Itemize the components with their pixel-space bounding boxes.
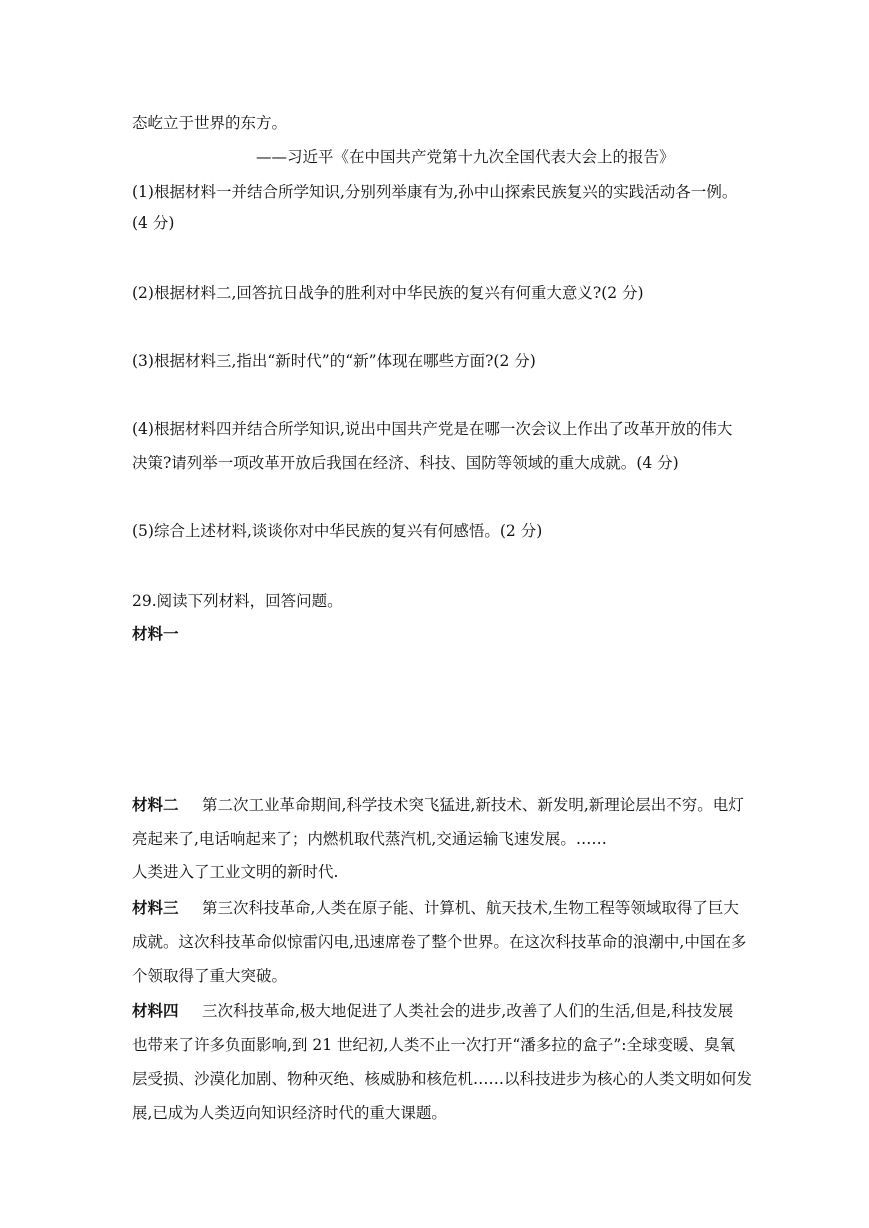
- material-4-line-4: 展,已成为人类迈向知识经济时代的重大课题。: [132, 1104, 447, 1122]
- material-2-line-1: [132, 795, 744, 815]
- question-1-line-2: (4 分): [132, 214, 175, 232]
- material-3-line-2: 成就。这次科技革命似惊雷闪电,迅速席卷了整个世界。在这次科技革命的浪潮中,中国在多: [132, 933, 747, 951]
- material-1-label: 材料一: [132, 624, 179, 643]
- question-29-title: 29.阅读下列材料，回答问题。: [132, 592, 343, 610]
- question-3: (3)根据材料三,指出“新时代”的“新”体现在哪些方面?(2 分): [132, 352, 536, 370]
- material-4-line-2: 也带来了许多负面影响,到 21 世纪初,人类不止一次打开“潘多拉的盒子”:全球变暖、臭氧: [132, 1036, 736, 1054]
- question-4-line-1: (4)根据材料四并结合所学知识,说出中国共产党是在哪一次会议上作出了改革开放的伟大: [132, 420, 733, 438]
- material-4-text: 三次科技革命,极大地促进了人类社会的进步,改善了人们的生活,但是,科技发展: [202, 1002, 734, 1020]
- material-2-label: 材料二: [132, 795, 179, 814]
- material-4-label: 材料四: [132, 1001, 179, 1020]
- material-3-line-3: 个领取得了重大突破。: [132, 967, 288, 985]
- material-2-line-2: 亮起来了,电话响起来了；内燃机取代蒸汽机,交通运输飞速发展。……: [132, 830, 607, 848]
- question-1-line-1: (1)根据材料一并结合所学知识,分别列举康有为,孙中山探索民族复兴的实践活动各一例。: [132, 183, 738, 201]
- material-2-text: 第二次工业革命期间,科学技术突飞猛进,新技术、新发明,新理论层出不穷。电灯: [202, 796, 744, 814]
- material-4-line-3: 层受损、沙漠化加剧、物种灭绝、核威胁和核危机……以科技进步为核心的人类文明如何发: [132, 1070, 753, 1088]
- citation: ——习近平《在中国共产党第十九次全国代表大会上的报告》: [256, 148, 675, 166]
- question-5: (5)综合上述材料,谈谈你对中华民族的复兴有何感悟。(2 分): [132, 522, 543, 540]
- material-3-text: 第三次科技革命,人类在原子能、计算机、航天技术,生物工程等领域取得了巨大: [202, 899, 739, 917]
- material-continuation: 态屹立于世界的东方。: [132, 114, 288, 132]
- material-2-line-3: 人类进入了工业文明的新时代.: [132, 863, 339, 881]
- material-4-line-1: [132, 1001, 733, 1021]
- question-2: (2)根据材料二,回答抗日战争的胜利对中华民族的复兴有何重大意义?(2 分): [132, 284, 644, 302]
- material-3-label: 材料三: [132, 898, 179, 917]
- question-4-line-2: 决策?请列举一项改革开放后我国在经济、科技、国防等领域的重大成就。(4 分): [132, 454, 679, 472]
- material-3-line-1: [132, 898, 739, 918]
